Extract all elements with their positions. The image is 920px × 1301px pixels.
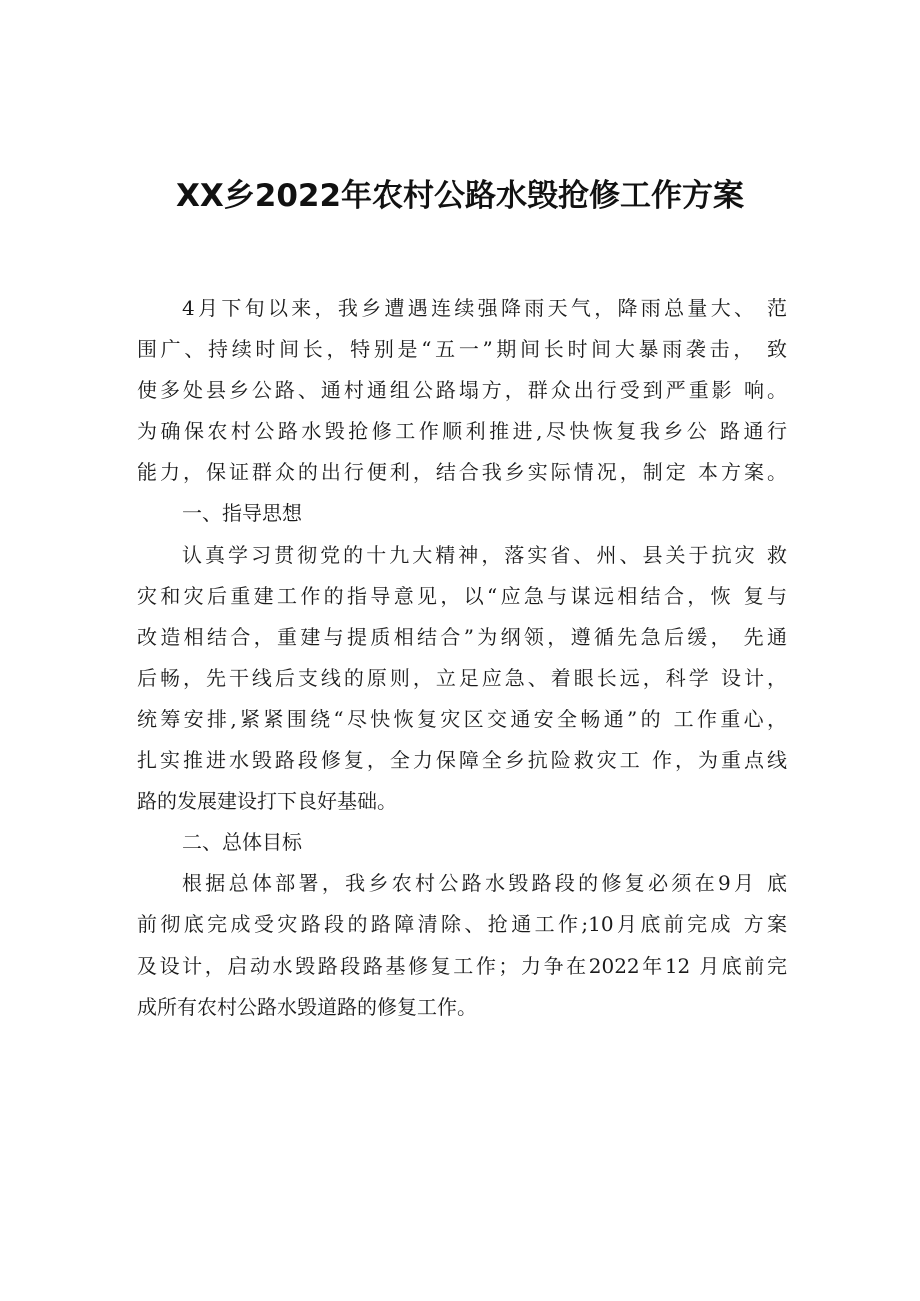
paragraph-last-line: 路的发展建设打下良好基础。: [137, 789, 397, 814]
document-title: XX乡2022年农村公路水毁抢修工作方案: [175, 178, 745, 214]
text-line: 扎实推进水毁路段修复，全力保障全乡抗险救灾工 作，为重点线: [137, 748, 787, 773]
paragraph-first-line: 根据总体部署，我乡农村公路水毁路段的修复必须在9月 底: [182, 871, 787, 896]
text-line: 围广、持续时间长，特别是“五一”期间长时间大暴雨袭击， 致: [137, 337, 787, 362]
text-line: 能力，保证群众的出行便利，结合我乡实际情况，制定 本方案。: [137, 460, 787, 485]
paragraph-first-line: 4月下旬以来，我乡遭遇连续强降雨天气，降雨总量大、 范: [182, 296, 787, 320]
document-body: [137, 288, 787, 1028]
section-heading: 二、总体目标: [182, 830, 302, 855]
section-heading: 一、指导思想: [182, 501, 302, 526]
text-line: 使多处县乡公路、通村通组公路塌方，群众出行受到严重影 响。: [137, 378, 787, 403]
text-line: 改造相结合，重建与提质相结合”为纲领，遵循先急后缓， 先通: [137, 624, 787, 649]
text-line: 为确保农村公路水毁抢修工作顺利推进,尽快恢复我乡公 路通行: [137, 419, 787, 444]
text-line: 灾和灾后重建工作的指导意见，以“应急与谋远相结合，恢 复与: [137, 583, 787, 608]
paragraph-last-line: 成所有农村公路水毁道路的修复工作。: [137, 994, 477, 1019]
text-line: 及设计，启动水毁路段路基修复工作；力争在2022年12 月底前完: [137, 953, 787, 978]
text-line: 后畅，先干线后支线的原则，立足应急、着眼长远，科学 设计，: [137, 665, 787, 690]
paragraph-first-line: 认真学习贯彻党的十九大精神，落实省、州、县关于抗灾 救: [182, 542, 787, 567]
text-line: 统筹安排,紧紧围绕“尽快恢复灾区交通安全畅通”的 工作重心，: [137, 706, 787, 731]
text-line: 前彻底完成受灾路段的路障清除、抢通工作;10月底前完成 方案: [137, 912, 787, 937]
